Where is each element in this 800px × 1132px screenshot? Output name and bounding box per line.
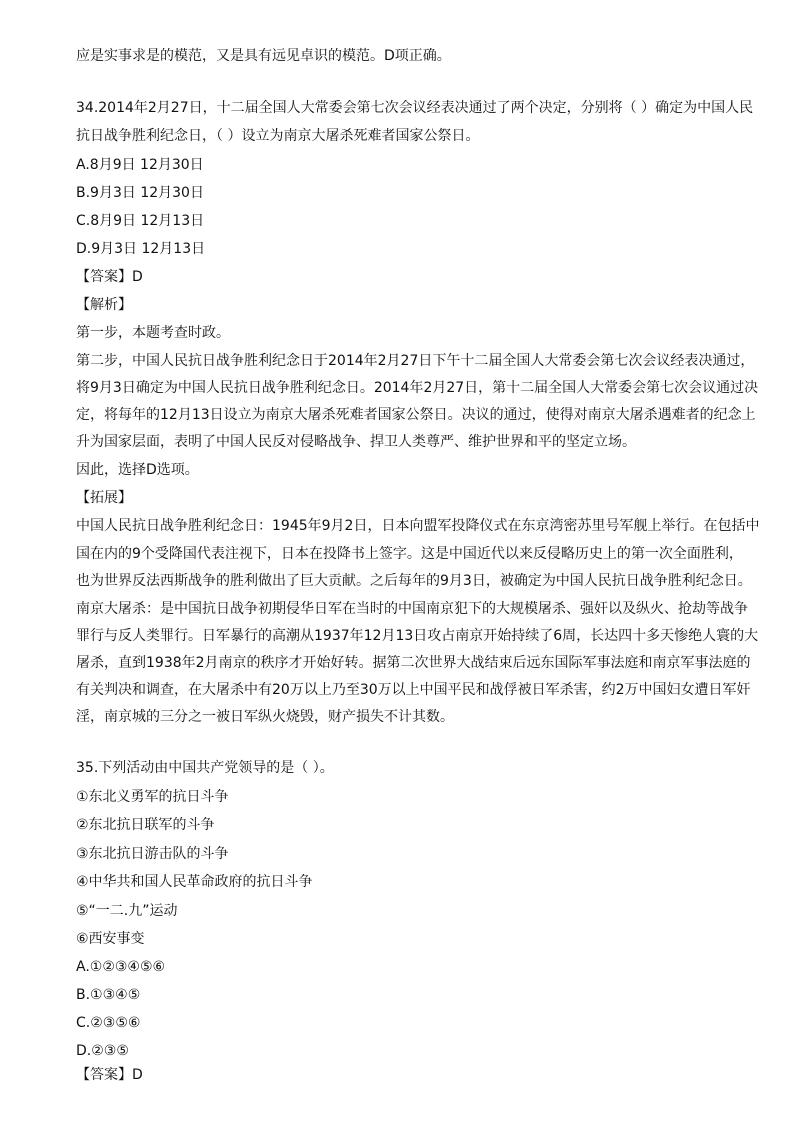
q34-step2-line: 将9月3日确定为中国人民抗日战争胜利纪念日。2014年2月27日，第十二届全国人大常委会第七次会议通过决 — [76, 380, 759, 396]
q34-stem-line1: 34.2014年2月27日，十二届全国人大常委会第七次会议经表决通过了两个决定，分别将（ ）确定为中国人民 — [76, 100, 754, 116]
q34-extension-line: 罪行与反人类罪行。日军暴行的高潮从1937年12月13日攻占南京开始持续了6周，长达四十多天惨绝人寰的大 — [76, 628, 759, 644]
q35-option-a: A.①②③④⑤⑥ — [76, 959, 166, 975]
q34-extension-line: 中国人民抗日战争胜利纪念日：1945年9月2日，日本向盟军投降仪式在东京湾密苏里号军舰上举行。在包括中 — [76, 518, 760, 534]
q35-item: ④中华共和国人民革命政府的抗日斗争 — [76, 874, 313, 890]
q35-item: ①东北义勇军的抗日斗争 — [76, 789, 229, 805]
q34-conclusion: 因此，选择D选项。 — [76, 462, 199, 478]
q34-extension-line: 有关判决和调查，在大屠杀中有20万以上乃至30万以上中国平民和战俘被日军杀害，约2万中国妇女遭日军奸 — [76, 682, 751, 698]
q34-extension-title: 【拓展】 — [76, 490, 132, 506]
q35-item: ③东北抗日游击队的斗争 — [76, 846, 229, 862]
q35-answer: 【答案】D — [76, 1067, 143, 1083]
q35-stem: 35.下列活动由中国共产党领导的是（ ）。 — [76, 760, 334, 776]
q34-step2-line: 升为国家层面，表明了中国人民反对侵略战争、捍卫人类尊严、维护世界和平的坚定立场。 — [76, 434, 636, 450]
q34-extension-line: 国在内的9个受降国代表注视下，日本在投降书上签字。这是中国近代以来反侵略历史上的第一次全面胜利， — [76, 546, 743, 562]
q34-extension-line: 南京大屠杀：是中国抗日战争初期侵华日军在当时的中国南京犯下的大规模屠杀、强奸以及纵火、抢劫等战争 — [76, 601, 748, 617]
q34-analysis-title: 【解析】 — [76, 297, 132, 313]
q34-stem-line2: 抗日战争胜利纪念日，（ ）设立为南京大屠杀死难者国家公祭日。 — [76, 128, 480, 144]
q35-option-d: D.②③⑤ — [76, 1043, 129, 1059]
q35-item: ⑥西安事变 — [76, 931, 145, 947]
q34-option-c: C.8月9日 12月13日 — [76, 213, 205, 229]
q34-extension-line: 也为世界反法西斯战争的胜利做出了巨大贡献。之后每年的9月3日，被确定为中国人民抗日战争胜利纪念日。 — [76, 573, 752, 589]
q35-item: ⑤“一二.九”运动 — [76, 903, 178, 919]
q34-step1: 第一步，本题考查时政。 — [76, 325, 230, 341]
intro-line: 应是实事求是的模范，又是具有远见卓识的模范。D项正确。 — [76, 48, 451, 64]
q34-extension-line: 淫，南京城的三分之一被日军纵火烧毁，财产损失不计其数。 — [76, 709, 454, 725]
q34-answer: 【答案】D — [76, 269, 143, 285]
q34-option-b: B.9月3日 12月30日 — [76, 185, 204, 201]
q34-step2-line: 定，将每年的12月13日设立为南京大屠杀死难者国家公祭日。决议的通过，使得对南京大屠杀遇难者的纪念上 — [76, 407, 756, 423]
q34-extension-line: 屠杀，直到1938年2月南京的秩序才开始好转。据第二次世界大战结束后远东国际军事法庭和南京军事法庭的 — [76, 655, 751, 671]
q34-option-a: A.8月9日 12月30日 — [76, 157, 204, 173]
q34-step2-line: 第二步，中国人民抗日战争胜利纪念日于2014年2月27日下午十二届全国人大常委会第七次会议经表决通过， — [76, 353, 755, 369]
q35-option-b: B.①③④⑤ — [76, 987, 141, 1003]
q34-option-d: D.9月3日 12月13日 — [76, 241, 206, 257]
q35-option-c: C.②③⑤⑥ — [76, 1015, 141, 1031]
q35-item: ②东北抗日联军的斗争 — [76, 817, 215, 833]
